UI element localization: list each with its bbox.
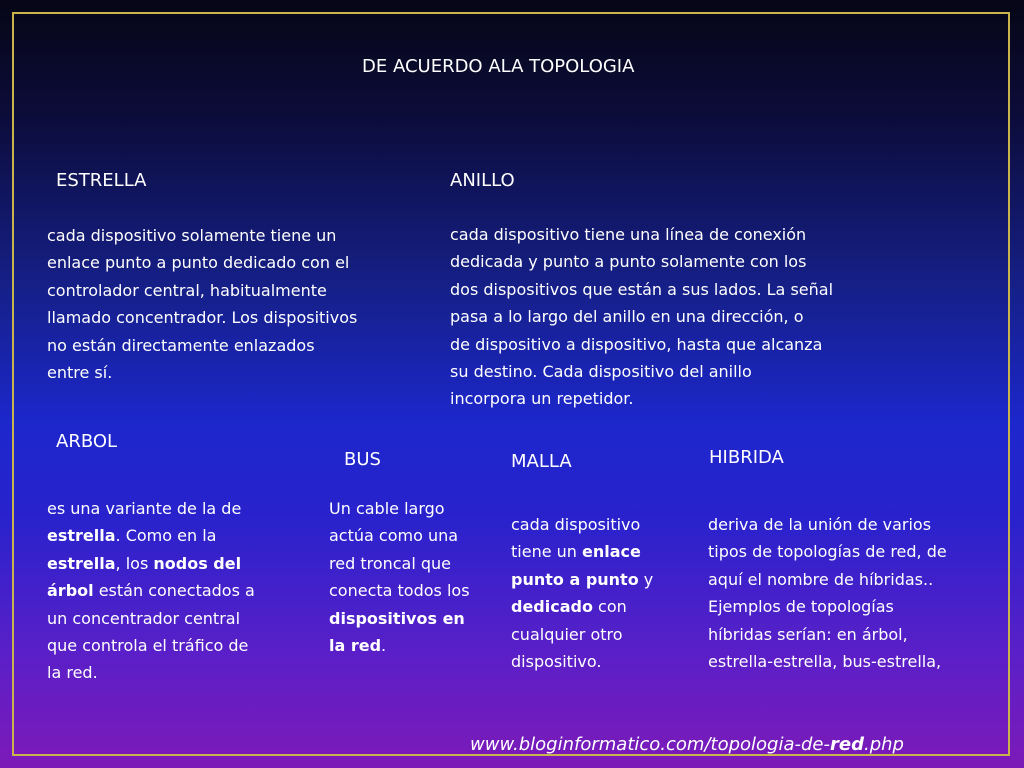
malla-line: cualquier otro <box>511 624 623 644</box>
anillo-line: su destino. Cada dispositivo del anillo <box>450 362 752 382</box>
text-estrella <box>47 222 357 386</box>
bus-line: red troncal que <box>329 553 452 573</box>
hibrida-line: estrella-estrella, bus-estrella, <box>708 652 942 672</box>
arbol-line: estrella. Como en la <box>47 526 217 546</box>
bus-line: Un cable largo <box>329 499 445 518</box>
malla-line: dispositivo. <box>511 652 602 672</box>
malla-line: tiene un enlace <box>511 542 641 562</box>
bus-line: actúa como una <box>329 526 459 546</box>
heading-malla: MALLA <box>511 451 572 472</box>
text-anillo <box>450 221 833 413</box>
hibrida-line: Ejemplos de topologías <box>708 597 894 617</box>
anillo-line: cada dispositivo tiene una línea de conexión <box>450 225 807 244</box>
estrella-line: cada dispositivo solamente tiene un <box>47 226 337 245</box>
malla-line: punto a punto y <box>511 569 654 589</box>
hibrida-line: tipos de topologías de red, de <box>708 542 947 562</box>
heading-anillo: ANILLO <box>450 170 515 191</box>
malla-line: dedicado con <box>511 597 627 617</box>
estrella-line: controlador central, habitualmente <box>47 280 327 300</box>
heading-hibrida: HIBRIDA <box>709 447 784 468</box>
heading-bus: BUS <box>344 449 381 470</box>
arbol-line: un concentrador central <box>47 608 241 628</box>
slide-title: DE ACUERDO ALA TOPOLOGIA <box>362 56 635 77</box>
hibrida-line: deriva de la unión de varios <box>708 515 932 534</box>
arbol-line: es una variante de la de <box>47 499 242 518</box>
arbol-line: que controla el tráfico de <box>47 636 249 656</box>
arbol-line: la red. <box>47 663 98 683</box>
estrella-line: entre sí. <box>47 363 113 383</box>
text-malla <box>511 511 653 675</box>
text-arbol <box>47 495 255 687</box>
source-url: www.bloginformatico.com/topologia-de-red.php <box>470 734 904 755</box>
anillo-line: dos dispositivos que están a sus lados. La señal <box>450 279 834 299</box>
text-bus <box>329 495 470 659</box>
heading-arbol: ARBOL <box>56 431 118 452</box>
bus-line: la red. <box>329 636 387 656</box>
estrella-line: enlace punto a punto dedicado con el <box>47 253 350 273</box>
bus-line: dispositivos en <box>329 608 465 628</box>
hibrida-line: híbridas serían: en árbol, <box>708 624 908 644</box>
anillo-line: pasa a lo largo del anillo en una dirección, o <box>450 307 804 327</box>
arbol-line: árbol están conectados a <box>47 581 255 601</box>
estrella-line: llamado concentrador. Los dispositivos <box>47 308 358 328</box>
anillo-line: dedicada y punto a punto solamente con los <box>450 252 807 272</box>
hibrida-line: aquí el nombre de híbridas.. <box>708 569 934 589</box>
heading-estrella: ESTRELLA <box>56 170 147 191</box>
bus-line: conecta todos los <box>329 581 470 601</box>
text-hibrida <box>708 511 947 675</box>
arbol-line: estrella, los nodos del <box>47 553 242 573</box>
anillo-line: incorpora un repetidor. <box>450 389 634 409</box>
estrella-line: no están directamente enlazados <box>47 335 315 355</box>
malla-line: cada dispositivo <box>511 515 641 534</box>
anillo-line: de dispositivo a dispositivo, hasta que alcanza <box>450 334 823 354</box>
